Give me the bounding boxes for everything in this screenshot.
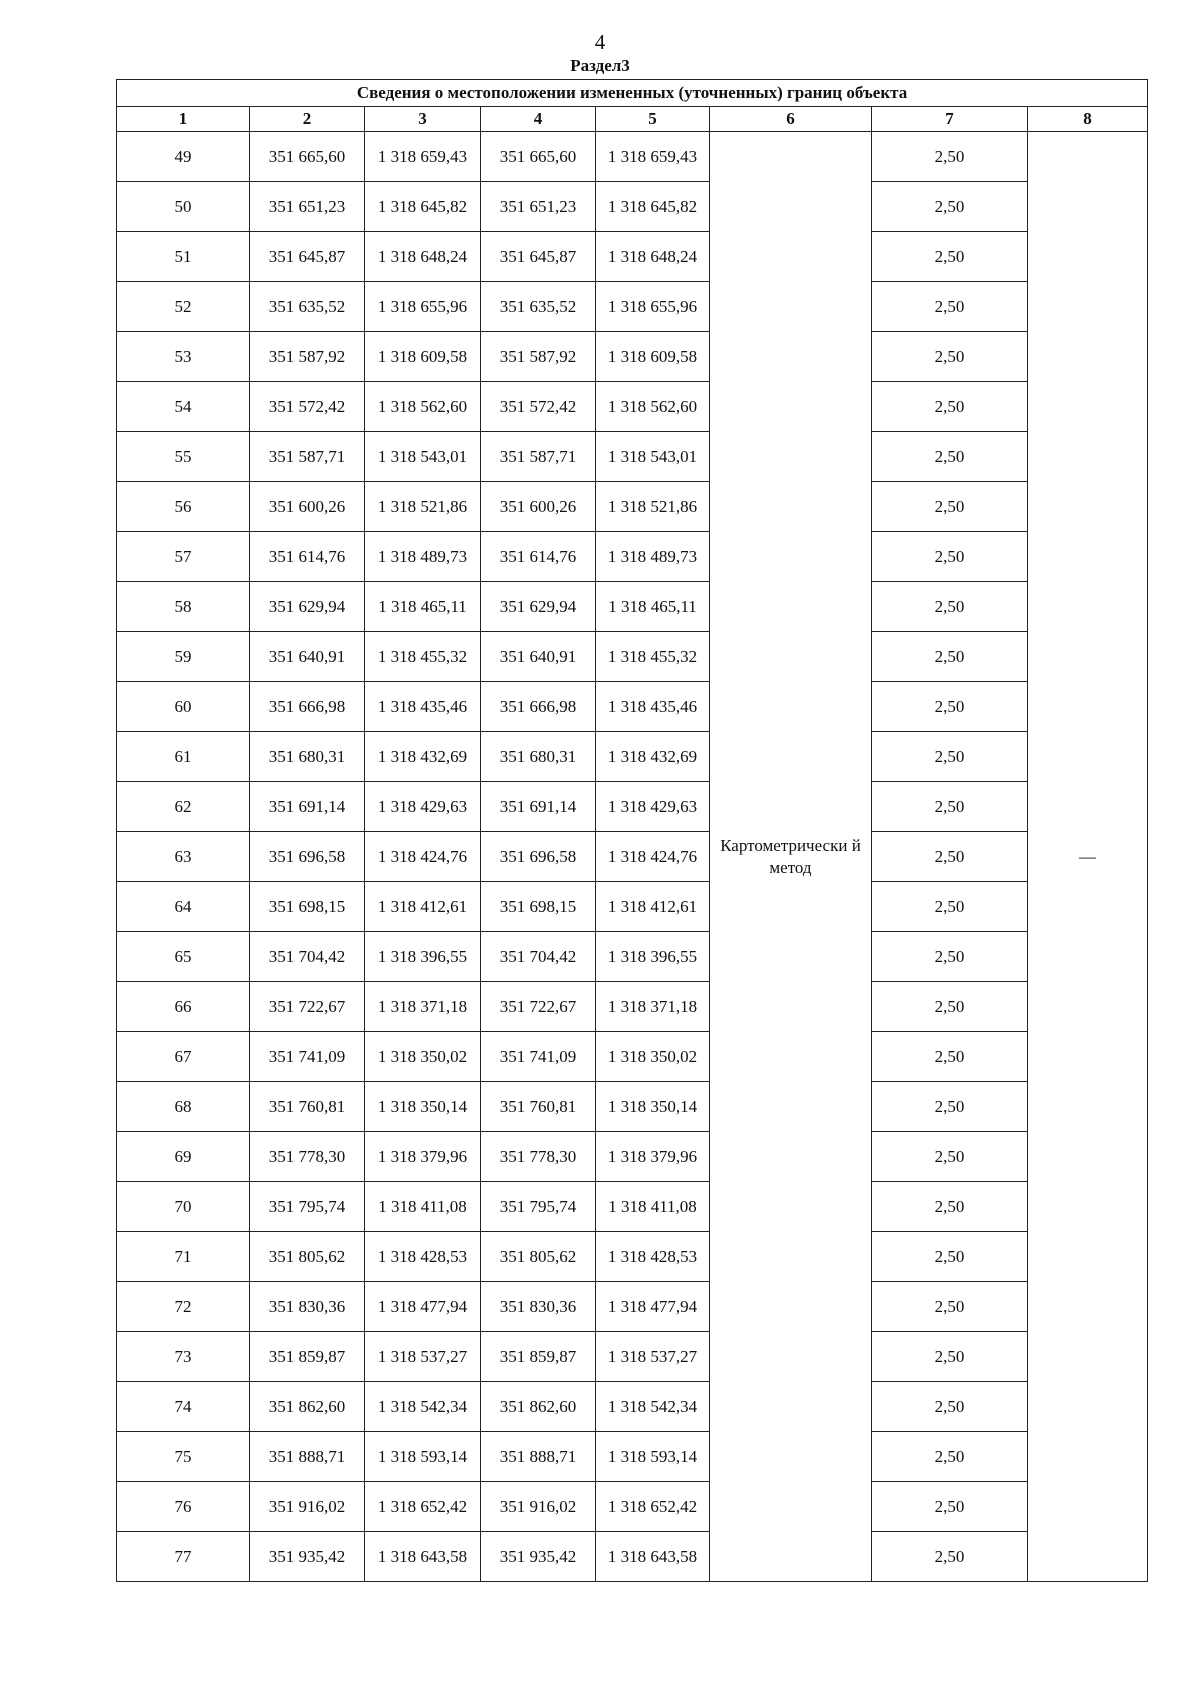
- table-row: [117, 932, 1148, 982]
- x-new-cell: 351 665,60: [481, 132, 596, 182]
- y-old-cell: 1 318 465,11: [365, 582, 481, 632]
- column-8-cell: —: [1028, 132, 1148, 1582]
- column-number: 3: [365, 107, 481, 132]
- y-old-cell: 1 318 429,63: [365, 782, 481, 832]
- x-old-cell: 351 587,92: [250, 332, 365, 382]
- y-new-cell: 1 318 643,58: [596, 1532, 710, 1582]
- x-new-cell: 351 862,60: [481, 1382, 596, 1432]
- table-row: [117, 982, 1148, 1032]
- point-number-cell: 57: [117, 532, 250, 582]
- x-old-cell: 351 935,42: [250, 1532, 365, 1582]
- accuracy-cell: 2,50: [872, 982, 1028, 1032]
- point-number-cell: 72: [117, 1282, 250, 1332]
- x-old-cell: 351 830,36: [250, 1282, 365, 1332]
- x-old-cell: 351 859,87: [250, 1332, 365, 1382]
- table-row: [117, 1432, 1148, 1482]
- x-new-cell: 351 629,94: [481, 582, 596, 632]
- y-old-cell: 1 318 643,58: [365, 1532, 481, 1582]
- y-new-cell: 1 318 593,14: [596, 1432, 710, 1482]
- y-new-cell: 1 318 537,27: [596, 1332, 710, 1382]
- y-old-cell: 1 318 542,34: [365, 1382, 481, 1432]
- y-new-cell: 1 318 350,02: [596, 1032, 710, 1082]
- accuracy-cell: 2,50: [872, 1182, 1028, 1232]
- x-new-cell: 351 935,42: [481, 1532, 596, 1582]
- y-old-cell: 1 318 379,96: [365, 1132, 481, 1182]
- y-old-cell: 1 318 435,46: [365, 682, 481, 732]
- y-new-cell: 1 318 648,24: [596, 232, 710, 282]
- y-old-cell: 1 318 455,32: [365, 632, 481, 682]
- x-old-cell: 351 572,42: [250, 382, 365, 432]
- table-row: [117, 182, 1148, 232]
- y-new-cell: 1 318 396,55: [596, 932, 710, 982]
- accuracy-cell: 2,50: [872, 382, 1028, 432]
- accuracy-cell: 2,50: [872, 182, 1028, 232]
- y-old-cell: 1 318 645,82: [365, 182, 481, 232]
- y-new-cell: 1 318 609,58: [596, 332, 710, 382]
- y-old-cell: 1 318 350,14: [365, 1082, 481, 1132]
- point-number-cell: 71: [117, 1232, 250, 1282]
- table-row: [117, 882, 1148, 932]
- y-old-cell: 1 318 537,27: [365, 1332, 481, 1382]
- table-row: [117, 1382, 1148, 1432]
- y-new-cell: 1 318 350,14: [596, 1082, 710, 1132]
- y-old-cell: 1 318 659,43: [365, 132, 481, 182]
- x-new-cell: 351 645,87: [481, 232, 596, 282]
- point-number-cell: 63: [117, 832, 250, 882]
- x-old-cell: 351 704,42: [250, 932, 365, 982]
- accuracy-cell: 2,50: [872, 1082, 1028, 1132]
- x-new-cell: 351 698,15: [481, 882, 596, 932]
- point-number-cell: 61: [117, 732, 250, 782]
- point-number-cell: 69: [117, 1132, 250, 1182]
- table-caption: Сведения о местоположении измененных (уточненных) границ объекта: [117, 80, 1148, 107]
- y-old-cell: 1 318 424,76: [365, 832, 481, 882]
- table-body: [117, 132, 1148, 1582]
- x-old-cell: 351 760,81: [250, 1082, 365, 1132]
- x-old-cell: 351 629,94: [250, 582, 365, 632]
- point-number-cell: 73: [117, 1332, 250, 1382]
- x-old-cell: 351 600,26: [250, 482, 365, 532]
- accuracy-cell: 2,50: [872, 1032, 1028, 1082]
- accuracy-cell: 2,50: [872, 532, 1028, 582]
- point-number-cell: 77: [117, 1532, 250, 1582]
- x-old-cell: 351 587,71: [250, 432, 365, 482]
- x-new-cell: 351 778,30: [481, 1132, 596, 1182]
- x-old-cell: 351 698,15: [250, 882, 365, 932]
- column-number: 4: [481, 107, 596, 132]
- y-new-cell: 1 318 477,94: [596, 1282, 710, 1332]
- table-row: [117, 332, 1148, 382]
- point-number-cell: 74: [117, 1382, 250, 1432]
- x-old-cell: 351 691,14: [250, 782, 365, 832]
- table-row: [117, 1232, 1148, 1282]
- point-number-cell: 49: [117, 132, 250, 182]
- x-old-cell: 351 666,98: [250, 682, 365, 732]
- accuracy-cell: 2,50: [872, 832, 1028, 882]
- point-number-cell: 54: [117, 382, 250, 432]
- x-old-cell: 351 722,67: [250, 982, 365, 1032]
- y-old-cell: 1 318 652,42: [365, 1482, 481, 1532]
- point-number-cell: 50: [117, 182, 250, 232]
- point-number-cell: 58: [117, 582, 250, 632]
- y-new-cell: 1 318 645,82: [596, 182, 710, 232]
- table-row: [117, 132, 1148, 182]
- y-old-cell: 1 318 350,02: [365, 1032, 481, 1082]
- y-new-cell: 1 318 652,42: [596, 1482, 710, 1532]
- table-row: [117, 1482, 1148, 1532]
- x-old-cell: 351 645,87: [250, 232, 365, 282]
- x-old-cell: 351 665,60: [250, 132, 365, 182]
- point-number-cell: 53: [117, 332, 250, 382]
- x-old-cell: 351 640,91: [250, 632, 365, 682]
- y-old-cell: 1 318 412,61: [365, 882, 481, 932]
- x-old-cell: 351 805,62: [250, 1232, 365, 1282]
- y-new-cell: 1 318 521,86: [596, 482, 710, 532]
- accuracy-cell: 2,50: [872, 232, 1028, 282]
- table-row: [117, 832, 1148, 882]
- x-new-cell: 351 916,02: [481, 1482, 596, 1532]
- accuracy-cell: 2,50: [872, 782, 1028, 832]
- x-old-cell: 351 916,02: [250, 1482, 365, 1532]
- accuracy-cell: 2,50: [872, 1532, 1028, 1582]
- point-number-cell: 76: [117, 1482, 250, 1532]
- x-new-cell: 351 635,52: [481, 282, 596, 332]
- x-new-cell: 351 859,87: [481, 1332, 596, 1382]
- y-new-cell: 1 318 428,53: [596, 1232, 710, 1282]
- y-new-cell: 1 318 543,01: [596, 432, 710, 482]
- y-old-cell: 1 318 655,96: [365, 282, 481, 332]
- y-new-cell: 1 318 424,76: [596, 832, 710, 882]
- y-new-cell: 1 318 489,73: [596, 532, 710, 582]
- accuracy-cell: 2,50: [872, 132, 1028, 182]
- y-new-cell: 1 318 465,11: [596, 582, 710, 632]
- x-new-cell: 351 741,09: [481, 1032, 596, 1082]
- point-number-cell: 75: [117, 1432, 250, 1482]
- column-number: 1: [117, 107, 250, 132]
- accuracy-cell: 2,50: [872, 282, 1028, 332]
- x-old-cell: 351 680,31: [250, 732, 365, 782]
- x-old-cell: 351 651,23: [250, 182, 365, 232]
- section-title: Раздел3: [570, 56, 630, 75]
- x-old-cell: 351 862,60: [250, 1382, 365, 1432]
- accuracy-cell: 2,50: [872, 1332, 1028, 1382]
- x-old-cell: 351 635,52: [250, 282, 365, 332]
- x-new-cell: 351 600,26: [481, 482, 596, 532]
- accuracy-cell: 2,50: [872, 582, 1028, 632]
- y-old-cell: 1 318 371,18: [365, 982, 481, 1032]
- point-number-cell: 56: [117, 482, 250, 532]
- y-old-cell: 1 318 396,55: [365, 932, 481, 982]
- point-number-cell: 67: [117, 1032, 250, 1082]
- table-row: [117, 582, 1148, 632]
- x-new-cell: 351 830,36: [481, 1282, 596, 1332]
- point-number-cell: 70: [117, 1182, 250, 1232]
- x-new-cell: 351 691,14: [481, 782, 596, 832]
- x-new-cell: 351 587,71: [481, 432, 596, 482]
- y-old-cell: 1 318 521,86: [365, 482, 481, 532]
- y-old-cell: 1 318 562,60: [365, 382, 481, 432]
- y-old-cell: 1 318 648,24: [365, 232, 481, 282]
- y-old-cell: 1 318 432,69: [365, 732, 481, 782]
- accuracy-cell: 2,50: [872, 682, 1028, 732]
- y-new-cell: 1 318 371,18: [596, 982, 710, 1032]
- x-new-cell: 351 760,81: [481, 1082, 596, 1132]
- x-old-cell: 351 795,74: [250, 1182, 365, 1232]
- x-old-cell: 351 696,58: [250, 832, 365, 882]
- accuracy-cell: 2,50: [872, 1132, 1028, 1182]
- table-row: [117, 682, 1148, 732]
- accuracy-cell: 2,50: [872, 632, 1028, 682]
- coordinates-table: [116, 79, 1148, 1582]
- x-old-cell: 351 614,76: [250, 532, 365, 582]
- y-old-cell: 1 318 593,14: [365, 1432, 481, 1482]
- y-new-cell: 1 318 655,96: [596, 282, 710, 332]
- accuracy-cell: 2,50: [872, 932, 1028, 982]
- table-row: [117, 632, 1148, 682]
- table-row: [117, 382, 1148, 432]
- y-new-cell: 1 318 429,63: [596, 782, 710, 832]
- point-number-cell: 62: [117, 782, 250, 832]
- y-old-cell: 1 318 477,94: [365, 1282, 481, 1332]
- y-new-cell: 1 318 562,60: [596, 382, 710, 432]
- column-number-row: [117, 107, 1148, 132]
- table-row: [117, 432, 1148, 482]
- point-number-cell: 66: [117, 982, 250, 1032]
- x-old-cell: 351 778,30: [250, 1132, 365, 1182]
- table-row: [117, 1032, 1148, 1082]
- x-new-cell: 351 795,74: [481, 1182, 596, 1232]
- x-old-cell: 351 888,71: [250, 1432, 365, 1482]
- x-new-cell: 351 696,58: [481, 832, 596, 882]
- x-new-cell: 351 888,71: [481, 1432, 596, 1482]
- table-row: [117, 1082, 1148, 1132]
- y-new-cell: 1 318 411,08: [596, 1182, 710, 1232]
- accuracy-cell: 2,50: [872, 482, 1028, 532]
- y-new-cell: 1 318 412,61: [596, 882, 710, 932]
- point-number-cell: 55: [117, 432, 250, 482]
- x-new-cell: 351 572,42: [481, 382, 596, 432]
- y-new-cell: 1 318 379,96: [596, 1132, 710, 1182]
- table-row: [117, 232, 1148, 282]
- y-new-cell: 1 318 432,69: [596, 732, 710, 782]
- column-number: 7: [872, 107, 1028, 132]
- table-row: [117, 482, 1148, 532]
- table-row: [117, 1182, 1148, 1232]
- point-number-cell: 65: [117, 932, 250, 982]
- table-row: [117, 732, 1148, 782]
- table-row: [117, 1332, 1148, 1382]
- column-number: 6: [710, 107, 872, 132]
- table-row: [117, 282, 1148, 332]
- x-new-cell: 351 640,91: [481, 632, 596, 682]
- x-new-cell: 351 680,31: [481, 732, 596, 782]
- y-old-cell: 1 318 489,73: [365, 532, 481, 582]
- x-new-cell: 351 704,42: [481, 932, 596, 982]
- point-number-cell: 60: [117, 682, 250, 732]
- y-old-cell: 1 318 609,58: [365, 332, 481, 382]
- point-number-cell: 52: [117, 282, 250, 332]
- table-row: [117, 1132, 1148, 1182]
- accuracy-cell: 2,50: [872, 432, 1028, 482]
- x-old-cell: 351 741,09: [250, 1032, 365, 1082]
- accuracy-cell: 2,50: [872, 1382, 1028, 1432]
- point-number-cell: 59: [117, 632, 250, 682]
- point-number-cell: 64: [117, 882, 250, 932]
- accuracy-cell: 2,50: [872, 1482, 1028, 1532]
- point-number-cell: 51: [117, 232, 250, 282]
- y-new-cell: 1 318 542,34: [596, 1382, 710, 1432]
- point-number-cell: 68: [117, 1082, 250, 1132]
- accuracy-cell: 2,50: [872, 882, 1028, 932]
- page-number: 4: [594, 30, 606, 54]
- y-old-cell: 1 318 543,01: [365, 432, 481, 482]
- y-new-cell: 1 318 455,32: [596, 632, 710, 682]
- accuracy-cell: 2,50: [872, 1432, 1028, 1482]
- x-new-cell: 351 805,62: [481, 1232, 596, 1282]
- table-row: [117, 1282, 1148, 1332]
- x-new-cell: 351 666,98: [481, 682, 596, 732]
- accuracy-cell: 2,50: [872, 1232, 1028, 1282]
- table-row: [117, 1532, 1148, 1582]
- accuracy-cell: 2,50: [872, 732, 1028, 782]
- y-new-cell: 1 318 659,43: [596, 132, 710, 182]
- column-number: 2: [250, 107, 365, 132]
- table-row: [117, 782, 1148, 832]
- method-cell: Картометрически й метод: [710, 132, 872, 1582]
- x-new-cell: 351 614,76: [481, 532, 596, 582]
- x-new-cell: 351 722,67: [481, 982, 596, 1032]
- y-old-cell: 1 318 411,08: [365, 1182, 481, 1232]
- accuracy-cell: 2,50: [872, 332, 1028, 382]
- accuracy-cell: 2,50: [872, 1282, 1028, 1332]
- column-number: 8: [1028, 107, 1148, 132]
- table-row: [117, 532, 1148, 582]
- y-new-cell: 1 318 435,46: [596, 682, 710, 732]
- table-caption-row: [117, 80, 1148, 107]
- y-old-cell: 1 318 428,53: [365, 1232, 481, 1282]
- x-new-cell: 351 651,23: [481, 182, 596, 232]
- x-new-cell: 351 587,92: [481, 332, 596, 382]
- column-number: 5: [596, 107, 710, 132]
